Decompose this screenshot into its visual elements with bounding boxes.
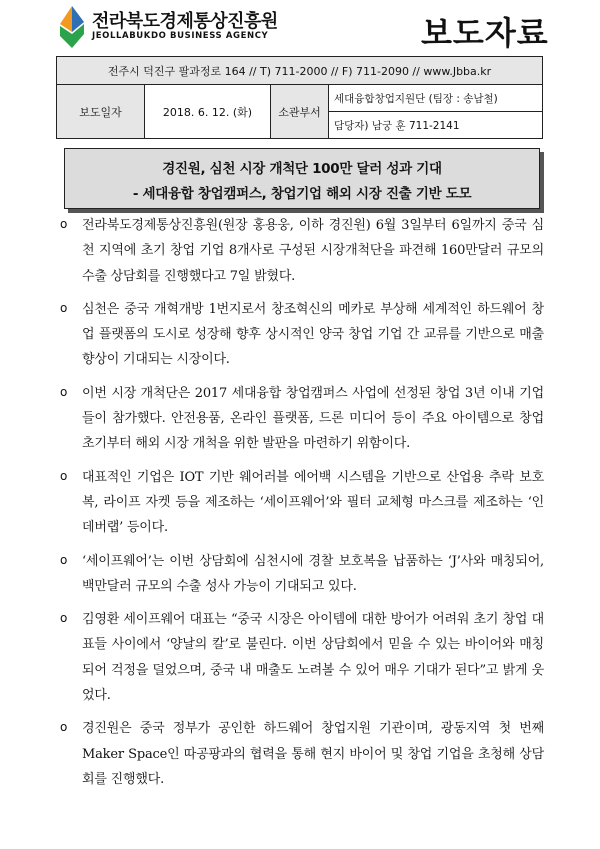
department-name: 세대융합창업지원단 (팀장 : 송남철)	[329, 85, 543, 112]
paragraph: 전라북도경제통상진흥원(원장 홍용웅, 이하 경진원) 6월 3일부터 6일까지 중국 심천 지역에 초기 창업 기업 8개사로 구성된 시장개척단을 파견해 160만달러 규모의 수출 상담회를 진행했다고 7일 밝혔다.	[82, 218, 544, 284]
list-item	[60, 465, 544, 541]
paragraph: 이번 시장 개척단은 2017 세대융합 창업캠퍼스 사업에 선정된 창업 3년 이내 기업들이 참가했다. 안전용품, 온라인 플랫폼, 드론 미디어 등이 주요 아이템으로 창업 초기부터 해외 시장 개척을 위한 발판을 마련하기 위함이다.	[82, 385, 544, 452]
headline-box	[64, 148, 540, 209]
contact-person: 담당자) 남궁 훈 711-2141	[329, 112, 543, 139]
article-body	[60, 213, 544, 800]
paragraph: 김영환 세이프웨어 대표는 “중국 시장은 아이템에 대한 방어가 어려워 초기 창업 대표들 사이에서 ‘양날의 칼’로 불린다. 이번 상담회에서 믿을 수 있는 바이어와 매칭되어 걱정을 덜었으며, 중국 내 매출도 노려볼 수 있어 매우 기대가 된다”고 밝게 웃었다.	[82, 612, 544, 704]
organization-name-english: JEOLLABUKDO BUSINESS AGENCY	[92, 31, 269, 41]
list-item	[60, 549, 544, 600]
document-header	[0, 0, 600, 58]
list-item	[60, 716, 544, 792]
list-item	[60, 213, 544, 289]
agency-logo-icon	[58, 4, 86, 50]
bullet-marker: o	[60, 720, 68, 735]
bullet-marker: o	[60, 552, 68, 567]
headline-subtitle: - 세대융합 창업캠퍼스, 창업기업 해외 시장 진출 기반 도모	[132, 186, 472, 202]
document-type-title: 보도자료	[421, 14, 549, 52]
paragraph: ‘세이프웨어’는 이번 상담회에 심천시에 경찰 보호복을 납품하는 ‘J’사와 매칭되어, 백만달러 규모의 수출 성사 가능이 기대되고 있다.	[82, 553, 544, 594]
paragraph: 대표적인 기업은 IOT 기반 웨어러블 에어백 시스템을 기반으로 산업용 추락 보호복, 라이프 자켓 등을 제조하는 ‘세이프웨어’와 필터 교체형 마스크를 제조하는 ‘인데버랩’ 등이다.	[82, 469, 544, 536]
headline-title: 경진원, 심천 시장 개척단 100만 달러 성과 기대	[162, 161, 442, 177]
release-date-value: 2018. 6. 12. (화)	[145, 85, 271, 139]
bullet-marker: o	[60, 300, 68, 315]
bullet-marker: o	[60, 384, 68, 399]
list-item	[60, 607, 544, 708]
bullet-marker: o	[60, 611, 68, 626]
paragraph: 경진원은 중국 정부가 공인한 하드웨어 창업지원 기관이며, 광동지역 첫 번째 Maker Space인 따공팡과의 협력을 통해 현지 바이어 및 창업 기업을 초청해 상담회를 진행했다.	[82, 721, 544, 787]
paragraph: 심천은 중국 개혁개방 1번지로서 창조혁신의 메카로 부상해 세계적인 하드웨어 창업 플랫폼의 도시로 성장해 향후 상시적인 양국 창업 기업 간 교류를 기반으로 매출 향상이 기대되는 시장이다.	[82, 301, 544, 368]
list-item	[60, 381, 544, 457]
press-info-table	[56, 56, 543, 139]
department-label: 소관부서	[271, 85, 329, 139]
bullet-marker: o	[60, 468, 68, 483]
contact-address: 전주시 덕진구 팔과정로 164 // T) 711-2000 // F) 711-2090 // www.Jbba.kr	[57, 57, 543, 85]
release-date-label: 보도일자	[57, 85, 145, 139]
bullet-marker: o	[60, 217, 68, 231]
list-item	[60, 297, 544, 373]
organization-name: 전라북도경제통상진흥원	[92, 11, 278, 32]
